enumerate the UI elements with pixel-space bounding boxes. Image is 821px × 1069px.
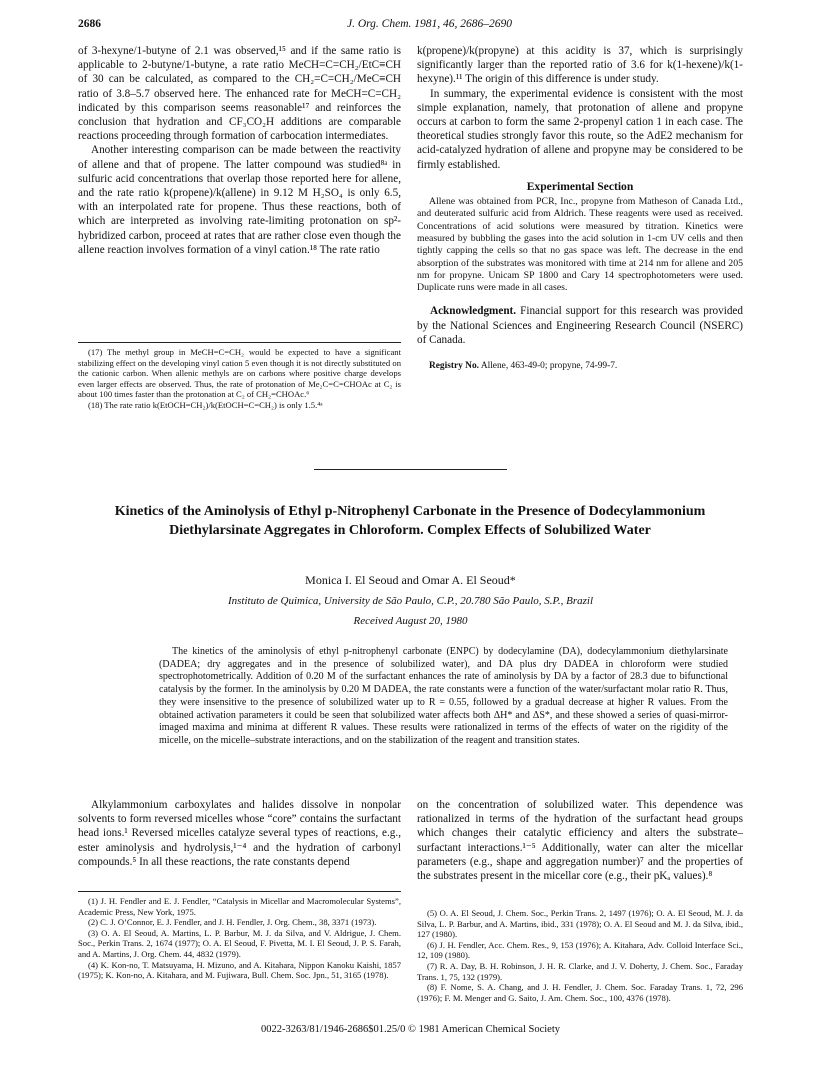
right-column-top: [417, 44, 743, 373]
acknowledgment-label: Acknowledgment.: [430, 305, 517, 318]
registry-text: Allene, 463-49-0; propyne, 74-99-7.: [480, 361, 618, 372]
reference-4: (4) K. Kon-no, T. Matsuyama, H. Mizuno, and A. Kitahara, Nippon Kanoku Kaishi, 1857 (1975); K. Kon-no, A. Kitahara, and M. Fujiwara, Bull. Chem. Soc. Jpn., 51, 3165 (1978).: [78, 959, 401, 981]
reference-6: (6) J. H. Fendler, Acc. Chem. Res., 9, 153 (1976); A. Kitahara, Adv. Colloid Interface Sci., 12, 109 (1980).: [417, 939, 743, 961]
left-paragraph-1: of 3-hexyne/1-butyne of 2.1 was observed,¹⁵ and if the same ratio is applicable to 2-butyne/1-butyne, a rate ratio MeCH=C=CH₂/EtC≡CH of 30 can be calculated, as compared to the CH₂=C=CH₂/MeC≡CH ratio of 3.8–5.7 observed here. The enhanced rate for MeCH=C=CH₂ indicated by this comparison seems reasonable¹⁷ and reinforces the conclusion that hydration and CF₃CO₂H additions are comparable reactions proceeding through formation of carbocation intermediates.: [78, 45, 401, 143]
reference-1: (1) J. H. Fendler and E. J. Fendler, “Catalysis in Micellar and Macromolecular Systems”, Academic Press, New York, 1975.: [78, 896, 401, 917]
body-right-column: [417, 798, 743, 883]
reference-3: (3) O. A. El Seoud, A. Martins, L. P. Barbur, M. J. da Silva, and V. Aldrigue, J. Chem. Soc., Perkin Trans. 2, 1674 (1977); O. A. El Seoud, F. Pivetta, M. I. El Seoud, J. P. S. Farah, and A. Martins, J. Org. Chem. 44, 4832 (1979).: [78, 927, 401, 959]
intro-paragraph-right: on the concentration of solubilized water. This dependence was rationalized in terms of the hydration of the surfactant head groups which changes their catalytic efficiency and alters the substrate–surfactant interactions.¹⁻⁵ Additionally, water can alter the micellar parameters (e.g., shape and aggregation number)⁷ and the properties of the substrates present in the micellar core (e.g., their pKₐ values).⁸: [417, 799, 743, 883]
journal-citation: J. Org. Chem. 1981, 46, 2686–2690: [346, 18, 513, 30]
references-left: [78, 896, 401, 981]
right-paragraph-2: In summary, the experimental evidence is consistent with the most simple explanation, namely, that protonation of allene and propyne occurs at carbon to form the same 2-propenyl cation 1 in each case. The theoretical studies strongly favor this route, so the AdE2 mechanism for acid-catalyzed hydration of allene and propyne may be considered to be firmly established.: [417, 87, 743, 171]
copyright-footer: 0022-3263/81/1946-2686$01.25/0 © 1981 American Chemical Society: [260, 1024, 561, 1035]
left-footnotes: [78, 347, 401, 411]
article-separator-rule: [314, 469, 507, 470]
registry-label: Registry No.: [429, 361, 479, 372]
experimental-heading: Experimental Section: [526, 179, 634, 193]
received-date: Received August 20, 1980: [353, 615, 468, 627]
acknowledgment: [417, 304, 743, 347]
body-left-column: [78, 798, 401, 869]
references-right: [417, 908, 743, 1003]
abstract: The kinetics of the aminolysis of ethyl p-nitrophenyl carbonate (ENPC) by dodecylamine (DA), dodecylammonium diethylarsinate (DADEA; dry aggregates and in the presence of solubilized water), and DA plus dry DADEA in chloroform were studied spectrophotometrically. Addition of 0.20 M of the surfactant enhances the rate of aminolysis by DA by a factor of 28.3 due to bifunctional catalysis by the former. In the aminolysis by 0.20 M DADEA, the rate constants were a function of the water/surfactant molar ratio R. Thus, they were insensitive to the presence of solubilized water up to R = 0.55, followed by a gradual decrease at higher R values. From the obtained activation parameters it could be seen that solubilized water affects both ΔH* and ΔS*, and these showed a series of quasi-mirror-imaged maxima and minima at different R values. These results were rationalized in terms of the effects of water on the rigidity of the micelle, on the micelle–substrate interactions, and on the stabilization of the reagent and transition states.: [159, 646, 728, 746]
reference-5: (5) O. A. El Seoud, J. Chem. Soc., Perkin Trans. 2, 1497 (1976); O. A. El Seoud, M. J. da Silva, L. P. Barbur, and A. Martins, ibid., 331 (1978); O. A. El Seoud and M. J. da Silva, ibid., 127 (1980).: [417, 908, 743, 940]
article-affiliation: Instituto de Quimica, University de São Paulo, C.P., 20.780 São Paulo, S.P., Brazil: [227, 595, 594, 607]
left-column-top: [78, 44, 401, 257]
footnote-rule-left: [78, 342, 401, 343]
article-title: Kinetics of the Aminolysis of Ethyl p-Nitrophenyl Carbonate in the Presence of Dodecylammonium Diethylarsinate Aggregates in Chloroform. Complex Effects of Solubilized Water: [114, 504, 706, 538]
footnote-18: (18) The rate ratio k(EtOCH=CH₂)/k(EtOCH=C=CH₂) is only 1.5.⁴ᵃ: [88, 399, 323, 410]
reference-2: (2) C. J. O’Connor, E. J. Fendler, and J. H. Fendler, J. Org. Chem., 38, 3371 (1973).: [88, 917, 377, 928]
page-number: 2686: [78, 18, 101, 30]
article-authors: Monica I. El Seoud and Omar A. El Seoud*: [305, 573, 516, 587]
intro-paragraph-left: Alkylammonium carboxylates and halides dissolve in nonpolar solvents to form reversed micelles whose “core” contains the surfactant head ions.¹ Reversed micelles catalyze several types of reactions, e.g., ester aminolysis and hydrolysis,¹⁻⁴ and the hydration of carbonyl compounds.⁵ In all these reactions, the rate constants depend: [78, 799, 401, 868]
left-paragraph-2: Another interesting comparison can be made between the reactivity of allene and that of propene. The latter compound was studied⁸ᵃ in sulfuric acid concentrations that overlap those reported here for allene, and the rate ratio k(propene)/k(allene) in 9.12 M H₂SO₄ is only 6.5, with an interpolated rate for propene. Thus these reactions, both of which are interpreted as involving rate-limiting protonation on sp²-hybridized carbon, proceed at rates that are rather close even though the allene reaction involves formation of a vinyl cation.¹⁸ The rate ratio: [78, 144, 401, 256]
footnote-17: (17) The methyl group in MeCH=C=CH₂ would be expected to have a significant stabilizing effect on the developing vinyl cation 5 even though it is not directly substituted on the cationic carbon. When allenic methyls are on carbons where positive charge develops even larger effects are observed. Thus, the rate of protonation of Me₂C=C=CHOAc at C₂ is about 100 times faster than the protonation at C₂ of CH₂=CHOAc.⁶: [78, 347, 401, 400]
reference-8: (8) F. Nome, S. A. Chang, and J. H. Fendler, J. Chem. Soc. Faraday Trans. 1, 72, 296 (1976); F. M. Menger and G. Saito, J. Am. Chem. Soc., 100, 4376 (1978).: [417, 982, 743, 1003]
registry-numbers: [417, 359, 743, 373]
running-header: [78, 18, 781, 34]
acknowledgment-text: Financial support for this research was provided by the National Sciences and Engineering Research Council (NSERC) of Canada.: [417, 305, 743, 346]
reference-7: (7) R. A. Day, B. H. Robinson, J. H. R. Clarke, and J. V. Doherty, J. Chem. Soc., Faraday Trans. 1, 75, 132 (1979).: [417, 960, 743, 982]
right-paragraph-1: k(propene)/k(propyne) at this acidity is 37, which is surprisingly significantly larger than the reported ratio of 3.6 for k(1-hexene)/k(1-hexyne).¹¹ The origin of this difference is under study.: [417, 45, 743, 86]
experimental-text: Allene was obtained from PCR, Inc., propyne from Matheson of Canada Ltd., and deuterated sulfuric acid from Aldrich. These reagents were used as received. Concentrations of acid solutions were measured by titration. Kinetics were measured by bubbling the gases into the acid solution in 1-cm UV cells and then tightly capping the cells so that no gas space was left. The decrease in the end absorption of the substrates was monitored with time at 214 nm for allene and 205 nm for propyne. Unicam SP 1800 and Cary 14 spectrophotometers were used. Duplicate runs were made in all cases.: [417, 196, 743, 294]
footnote-rule-bottom-left: [78, 891, 401, 892]
